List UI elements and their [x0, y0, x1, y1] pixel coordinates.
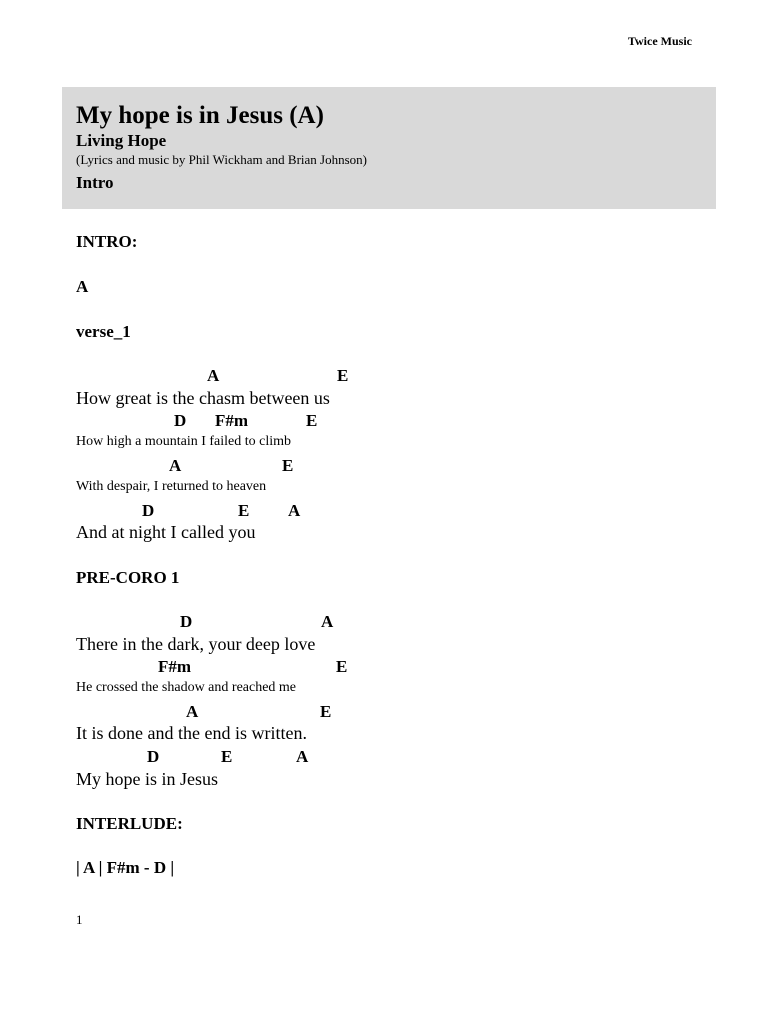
chord: E	[336, 657, 348, 676]
lyric-line: How high a mountain I failed to climb	[76, 434, 292, 449]
chord: E	[282, 456, 294, 475]
interlude-progression: | A | F#m - D |	[76, 858, 175, 877]
chord-row	[0, 747, 768, 769]
chord-row	[0, 456, 768, 478]
lyric-line: He crossed the shadow and reached me	[76, 680, 297, 695]
chord: D	[142, 501, 155, 520]
intro-label: INTRO:	[76, 232, 138, 251]
song-section-label: Intro	[76, 173, 114, 192]
chord-row	[0, 501, 768, 523]
chord: E	[306, 411, 318, 430]
pre-coro-label: PRE-CORO 1	[76, 568, 180, 587]
lyric-line: My hope is in Jesus	[76, 769, 219, 789]
chord: D	[180, 612, 193, 631]
chord: F#m	[158, 657, 192, 676]
chord-row	[0, 612, 768, 634]
chord: F#m	[215, 411, 249, 430]
page-number: 1	[76, 912, 83, 927]
chord: E	[221, 747, 233, 766]
chord: A	[296, 747, 309, 766]
song-credits: (Lyrics and music by Phil Wickham and Brian Johnson)	[76, 152, 367, 167]
chord: A	[288, 501, 301, 520]
chord: A	[207, 366, 220, 385]
chord: E	[320, 702, 332, 721]
lyric-line: With despair, I returned to heaven	[76, 479, 267, 494]
lyric-line: There in the dark, your deep love	[76, 634, 316, 654]
chord-row	[0, 657, 768, 679]
chord: E	[337, 366, 349, 385]
chord-row	[0, 366, 768, 388]
song-title: My hope is in Jesus (A)	[76, 102, 324, 129]
lyric-line: It is done and the end is written.	[76, 723, 307, 743]
chord: A	[169, 456, 182, 475]
intro-chord: A	[76, 277, 89, 296]
chord: E	[238, 501, 250, 520]
chord: D	[147, 747, 160, 766]
chord-row	[0, 702, 768, 724]
chord: A	[186, 702, 199, 721]
chord: D	[174, 411, 187, 430]
lyric-line: And at night I called you	[76, 522, 256, 542]
song-header	[62, 87, 716, 209]
chord-row	[0, 411, 768, 433]
lyric-line: How great is the chasm between us	[76, 388, 330, 408]
interlude-label: INTERLUDE:	[76, 814, 183, 833]
verse-label: verse_1	[76, 322, 131, 341]
chord: A	[321, 612, 334, 631]
publisher-label: Twice Music	[627, 34, 692, 48]
song-subtitle: Living Hope	[76, 131, 167, 150]
